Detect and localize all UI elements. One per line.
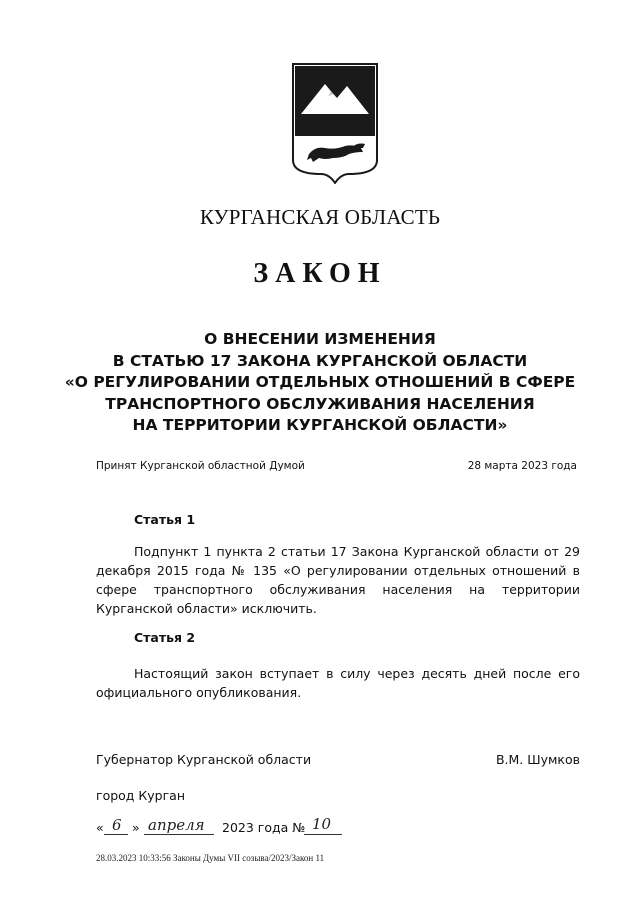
law-number: 10 [312, 815, 332, 833]
signatory-name: В.М. Шумков [495, 752, 580, 767]
date-month: апреля [148, 816, 205, 834]
article-1-title: Статья 1 [134, 512, 196, 527]
heading-line: «О РЕГУЛИРОВАНИИ ОТДЕЛЬНЫХ ОТНОШЕНИЙ В СФЕРЕ [64, 373, 576, 391]
date-day: 6 [112, 816, 122, 834]
signatory-position: Губернатор Курганской области [96, 752, 312, 767]
date-year-text: 2023 года № [222, 820, 306, 835]
footer-file-path: 28.03.2023 10:33:56 Законы Думы VII созыва/2023/Закон 11 [96, 853, 325, 863]
document-type-title: ЗАКОН [253, 258, 387, 289]
city: город Курган [96, 788, 186, 803]
article-1-text: Подпункт 1 пункта 2 статьи 17 Закона Курганской области от 29 декабря 2015 года № 135 «О регулировании отдельных отношений в сфере транспортного обслуживания населения на территории Курганской области» исключить. [96, 544, 580, 616]
date-line [96, 815, 396, 838]
number-underline [304, 834, 342, 835]
month-underline [144, 834, 214, 835]
law-heading [60, 329, 580, 437]
heading-line: В СТАТЬЮ 17 ЗАКОНА КУРГАНСКОЙ ОБЛАСТИ [112, 351, 528, 370]
open-quote: « [96, 820, 104, 835]
day-underline [104, 834, 128, 835]
article-2-text: Настоящий закон вступает в силу через десять дней после его официального опубликования. [96, 666, 580, 700]
close-quote: » [132, 820, 140, 835]
adopted-date: 28 марта 2023 года [467, 460, 577, 472]
heading-line: ТРАНСПОРТНОГО ОБСЛУЖИВАНИЯ НАСЕЛЕНИЯ [105, 394, 535, 413]
coat-of-arms-icon [291, 62, 379, 184]
region-title: КУРГАНСКАЯ ОБЛАСТЬ [199, 205, 441, 229]
heading-line: НА ТЕРРИТОРИИ КУРГАНСКОЙ ОБЛАСТИ» [132, 416, 508, 434]
heading-line: О ВНЕСЕНИИ ИЗМЕНЕНИЯ [204, 330, 436, 348]
adopted-by: Принят Курганской областной Думой [96, 460, 305, 472]
article-2-title: Статья 2 [134, 630, 196, 645]
